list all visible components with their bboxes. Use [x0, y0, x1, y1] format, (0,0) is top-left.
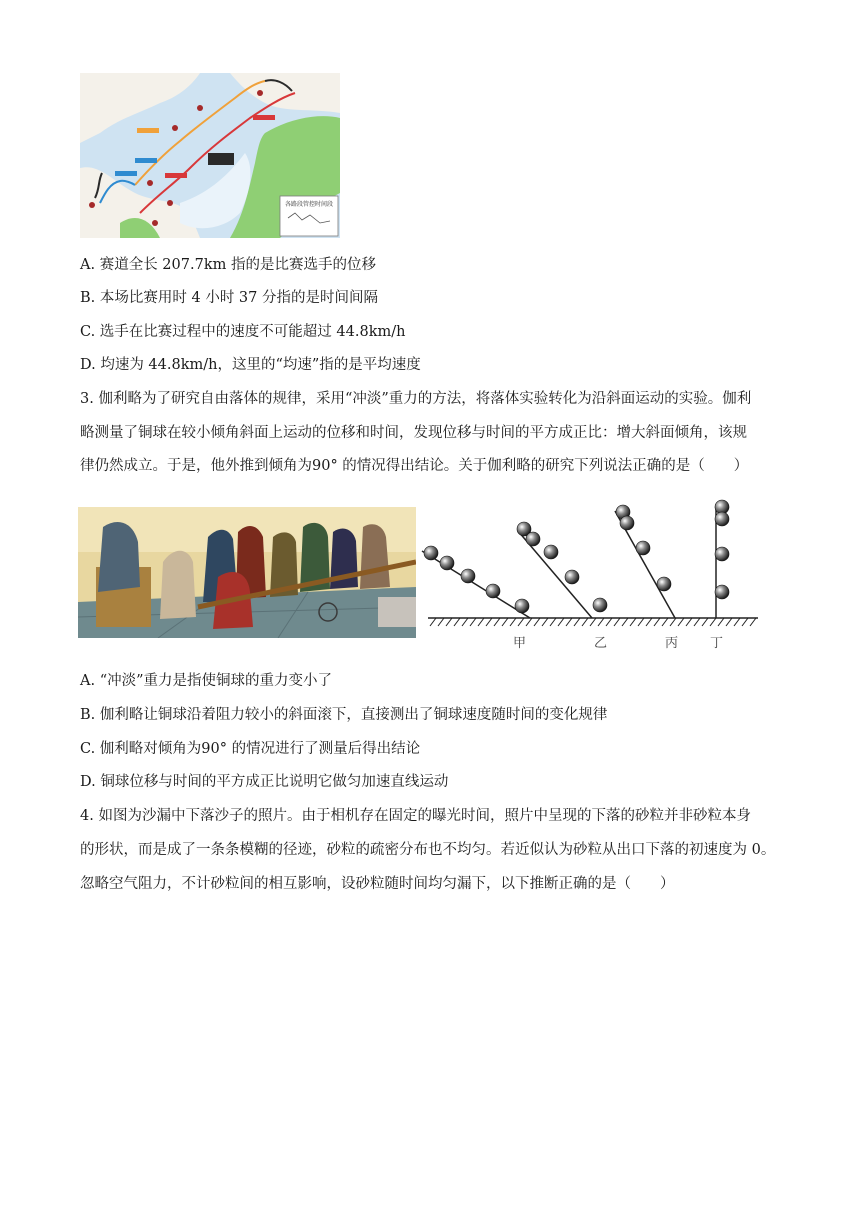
map-legend-title: 各路段管控时间段 — [285, 201, 334, 208]
option-letter: D. — [80, 357, 96, 373]
option-text: 赛道全长 207.7km 指的是比赛选手的位移 — [99, 257, 376, 273]
q3-option-c — [80, 739, 420, 759]
option-text: “冲淡”重力是指使铜球的重力变小了 — [99, 673, 333, 689]
q3-stem-line-1: 3. 伽利略为了研究自由落体的规律，采用“冲淡”重力的方法，将落体实验转化为沿斜面运动的实验。伽利 — [80, 391, 752, 407]
race-route-map-graphic — [80, 73, 340, 238]
option-letter: B. — [80, 290, 96, 306]
option-letter: C. — [80, 324, 96, 340]
q4-stem-line-2: 的形状，而是成了一条条模糊的径迹，砂粒的疏密分布也不均匀。若近似认为砂粒从出口下落的初速度为 0。 — [80, 842, 776, 858]
galileo-painting — [78, 507, 416, 638]
incline-diagram — [420, 496, 765, 652]
label-bing: 丙 — [665, 636, 679, 651]
incline-diagram-graphic — [420, 496, 765, 652]
option-text: 伽利略对倾角为90° 的情况进行了测量后得出结论 — [99, 741, 421, 757]
label-yi: 乙 — [594, 636, 608, 651]
q2-option-a — [80, 255, 376, 275]
option-letter: B. — [80, 707, 96, 723]
q2-option-b — [80, 288, 378, 308]
q2-option-c — [80, 322, 405, 342]
q2-option-d — [80, 355, 421, 375]
incline-jia — [422, 551, 530, 618]
label-jia: 甲 — [513, 636, 527, 651]
q3-option-d — [80, 772, 448, 792]
q3-stem-line-2: 略测量了铜球在较小倾角斜面上运动的位移和时间，发现位移与时间的平方成正比：增大斜面倾角，该规 — [80, 425, 747, 441]
label-ding: 丁 — [710, 636, 724, 651]
option-letter: C. — [80, 741, 96, 757]
option-text: 伽利略让铜球沿着阻力较小的斜面滚下，直接测出了铜球速度随时间的变化规律 — [99, 707, 608, 723]
option-text: 均速为 44.8km/h，这里的“均速”指的是平均速度 — [100, 357, 421, 373]
q3-option-b — [80, 705, 607, 725]
q4-stem-line-3: 忽略空气阻力，不计砂粒间的相互影响，设砂粒随时间均匀漏下，以下推断正确的是（ ） — [80, 876, 675, 892]
option-letter: D. — [80, 774, 96, 790]
q4-stem-line-1: 4. 如图为沙漏中下落沙子的照片。由于相机存在固定的曝光时间，照片中呈现的下落的砂粒并非砂粒本身 — [80, 808, 751, 824]
option-text: 本场比赛用时 4 小时 37 分指的是时间间隔 — [99, 290, 378, 306]
option-text: 铜球位移与时间的平方成正比说明它做匀加速直线运动 — [100, 774, 449, 790]
q3-option-a — [80, 671, 332, 691]
race-route-map — [80, 73, 340, 238]
option-text: 选手在比赛过程中的速度不可能超过 44.8km/h — [99, 324, 406, 340]
option-letter: A. — [80, 257, 96, 273]
galileo-painting-graphic — [78, 507, 416, 638]
q3-stem-line-3: 律仍然成立。于是，他外推到倾角为90° 的情况得出结论。关于伽利略的研究下列说法正确的是（ ） — [80, 458, 749, 474]
option-letter: A. — [80, 673, 96, 689]
